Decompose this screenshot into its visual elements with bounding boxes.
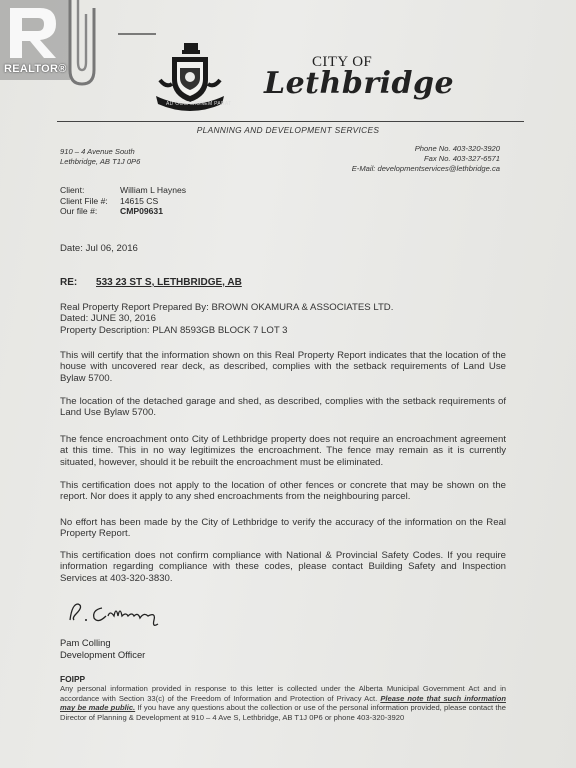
subject-label: RE: xyxy=(60,277,78,288)
client-row xyxy=(60,185,186,196)
sender-street: 910 – 4 Avenue South xyxy=(60,147,135,156)
paragraph-accuracy: No effort has been made by the City of Lethbridge to verify the accuracy of the information on the Real Property Report. xyxy=(60,517,506,540)
crest-motto: AD OCCASIONEM PARAT xyxy=(166,101,232,107)
report-details xyxy=(60,302,520,336)
signatory xyxy=(60,637,145,661)
sender-phone: Phone No. 403-320-3920 xyxy=(414,144,500,153)
client-info xyxy=(60,185,186,217)
paragraph-other-fences: This certification does not apply to the location of other fences or concrete that may be shown on the report. Nor does it apply to any shed encroachments from the neighbouring parcel. xyxy=(60,480,506,503)
client-value: William L Haynes xyxy=(120,185,187,195)
client-label: Client: xyxy=(60,185,85,195)
sender-city: Lethbridge, AB T1J 0P6 xyxy=(60,157,141,166)
subject-line xyxy=(60,277,242,288)
client-file-label: Client File #: xyxy=(60,195,108,206)
sender-address xyxy=(60,147,140,167)
our-file-value: CMP09631 xyxy=(120,206,163,217)
foipp-text-b: If you have any questions about the collection or use of the personal information provided, please contact the Director of Planning & Development at 910 – 4 Ave S, Lethbridge, AB T1J 0P6 or phone 403-320-3920 xyxy=(60,703,506,722)
client-file-value: 14615 CS xyxy=(120,195,159,206)
paragraph-fence: The fence encroachment onto City of Lethbridge property does not require an encroachment agreement at this time. This in no way legitimizes the encroachment. The fence may remain as it is currently situated, however, should it be rebuilt the encroachment must be eliminated. xyxy=(60,434,506,468)
signatory-name: Pam Colling xyxy=(60,637,111,648)
foipp-heading: FOIPP xyxy=(60,674,86,684)
paper-clip-icon xyxy=(56,0,106,90)
sender-email: E-Mail: developmentservices@lethbridge.ca xyxy=(351,164,500,173)
subject-address: 533 23 ST S, LETHBRIDGE, AB xyxy=(96,277,242,288)
sender-contact xyxy=(352,144,500,174)
handwritten-signature xyxy=(62,598,172,634)
letterhead-city-name: Lethbridge xyxy=(264,66,455,101)
foipp-emphasis: Please note that such information may be made public. xyxy=(60,693,506,713)
paragraph-garage: The location of the detached garage and shed, as described, complies with the setback requirements of Land Use Bylaw 5700. xyxy=(60,396,506,419)
our-file-label: Our file #: xyxy=(60,206,98,217)
report-property: Property Description: PLAN 8593GB BLOCK 7 LOT 3 xyxy=(60,324,288,336)
our-file-row xyxy=(60,206,186,217)
client-file-row xyxy=(60,196,186,207)
report-prepared-by: Real Property Report Prepared By: BROWN OKAMURA & ASSOCIATES LTD. xyxy=(60,302,394,313)
signatory-title: Development Officer xyxy=(60,649,146,661)
foipp-text-a: Any personal information provided in response to this letter is collected under the Alberta Municipal Government Act and in accordance with Section 33(c) of the Freedom of Information and Protection of Privacy Act. xyxy=(60,684,506,703)
paragraph-house: This will certify that the information shown on this Real Property Report indicates that the location of the house with uncovered rear deck, as described, complies with the setback requirements of Land Use Bylaw 5700. xyxy=(60,350,506,384)
paragraph-safety-codes: This certification does not confirm compliance with National & Provincial Safety Codes. If you require information regarding compliance with these codes, please contact Building Safety and Inspection Services at 403-320-3830. xyxy=(60,550,506,584)
realtor-label: REALTOR® xyxy=(4,63,67,75)
letter-date: Date: Jul 06, 2016 xyxy=(60,243,138,254)
letterhead-divider xyxy=(57,121,524,122)
letterhead-city-of: CITY OF xyxy=(312,54,373,70)
foipp-notice xyxy=(60,684,506,722)
clip-shadow-line xyxy=(118,30,158,38)
department-name: PLANNING AND DEVELOPMENT SERVICES xyxy=(196,125,380,135)
sender-fax: Fax No. 403-327-6571 xyxy=(424,154,500,163)
report-dated: Dated: JUNE 30, 2016 xyxy=(60,313,156,325)
